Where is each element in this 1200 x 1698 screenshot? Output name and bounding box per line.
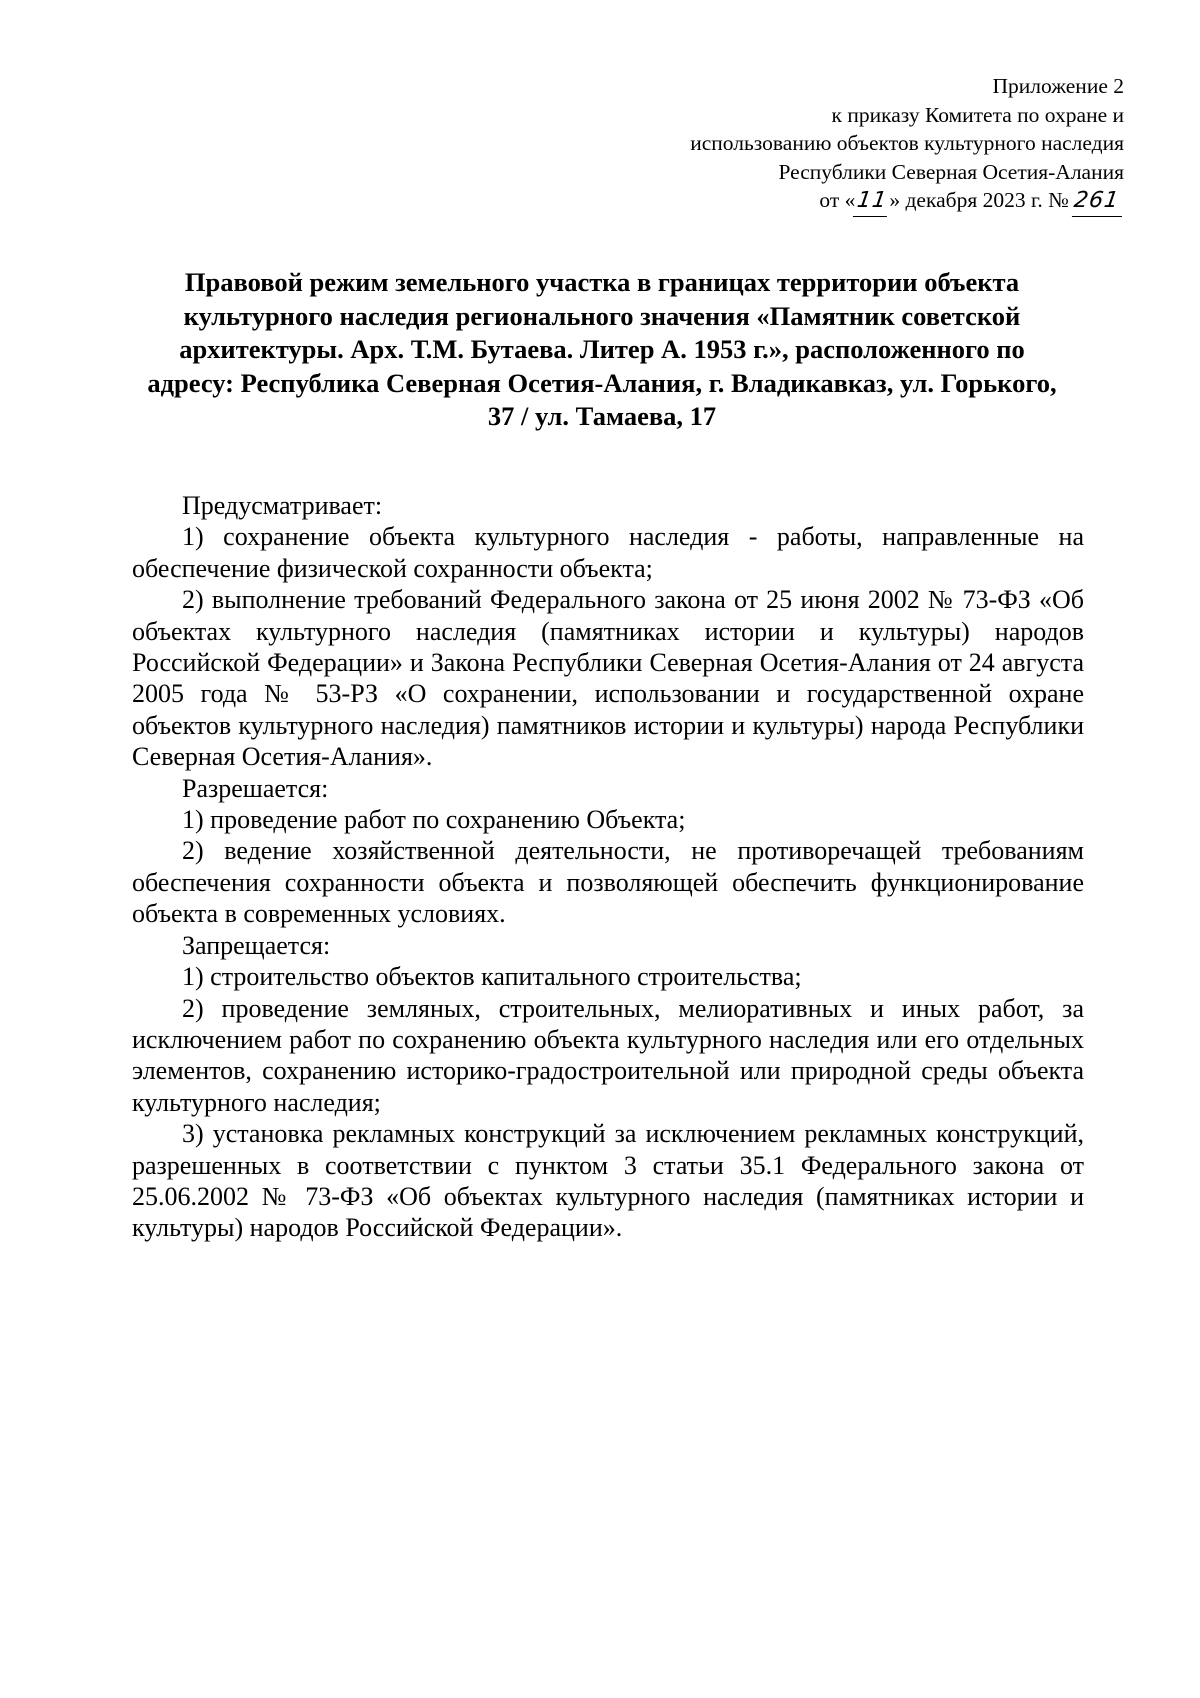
republic-name-line: Республики Северная Осетия-Алания [778,159,1124,184]
prohibited-item-2: 2) проведение земляных, строительных, мелиоративных и иных работ, за исключением работ по сохранению объекта культурного наследия или его отдельных элементов, сохранению историко-градостроительной или природной среды объекта культурного наследия; [132,993,1084,1117]
handwritten-order-number: 261 [1072,187,1126,217]
order-reference-line: к приказу Комитета по охране и [831,102,1124,127]
appendix-header [564,72,1124,217]
title-line-3: архитектуры. Арх. Т.М. Бутаева. Литер А. 1953 г.», расположенного по [179,334,1025,364]
title-line-5: 37 / ул. Тамаева, 17 [487,401,717,431]
allowed-heading: Разрешается: [182,773,329,803]
provides-heading: Предусматривает: [182,491,383,520]
allowed-item-1: 1) проведение работ по сохранению Объекта; [182,805,686,835]
order-date-line [564,186,1124,217]
title-line-2: культурного наследия регионального значения «Памятник советской [183,300,1021,331]
document-title [124,266,1080,434]
date-prefix: от « [819,188,856,212]
title-line-1: Правовой режим земельного участка в границах территории объекта [184,267,1020,297]
date-suffix: » декабря 2023 г. № [889,188,1069,212]
provides-item-1: 1) сохранение объекта культурного наследия - работы, направленные на обеспечение физической сохранности объекта; [132,522,1084,583]
provides-item-2: 2) выполнение требований Федерального закона от 25 июня 2002 № 73-ФЗ «Об объектах культурного наследия (памятниках истории и культуры) народов Российской Федерации» и Закона Республики Северная Осетия-Алания от 24 августа 2005 года № 53-РЗ «О сохранении, использовании и государственной охране объектов культурного наследия) памятников истории и культуры) народа Республики Северная Осетия-Алания». [132,585,1084,772]
prohibited-heading: Запрещается: [182,930,331,960]
title-line-4: адресу: Республика Северная Осетия-Алания, г. Владикавказ, ул. Горького, [147,367,1057,398]
prohibited-item-1: 1) строительство объектов капитального строительства; [182,962,802,992]
appendix-label: Приложение 2 [992,74,1124,98]
handwritten-day: 11 [853,187,891,217]
document-body [132,490,1084,1244]
allowed-item-2: 2) ведение хозяйственной деятельности, не противоречащей требованиям обеспечения сохранности объекта и позволяющей обеспечить функционирование объекта в современных условиях. [132,836,1084,929]
committee-name-line: использованию объектов культурного наследия [690,131,1124,155]
prohibited-item-3: 3) установка рекламных конструкций за исключением рекламных конструкций, разрешенных в соответствии с пунктом 3 статьи 35.1 Федерального закона от 25.06.2002 № 73-ФЗ «Об объектах культурного наследия (памятниках истории и культуры) народов Российской Федерации». [132,1119,1084,1243]
